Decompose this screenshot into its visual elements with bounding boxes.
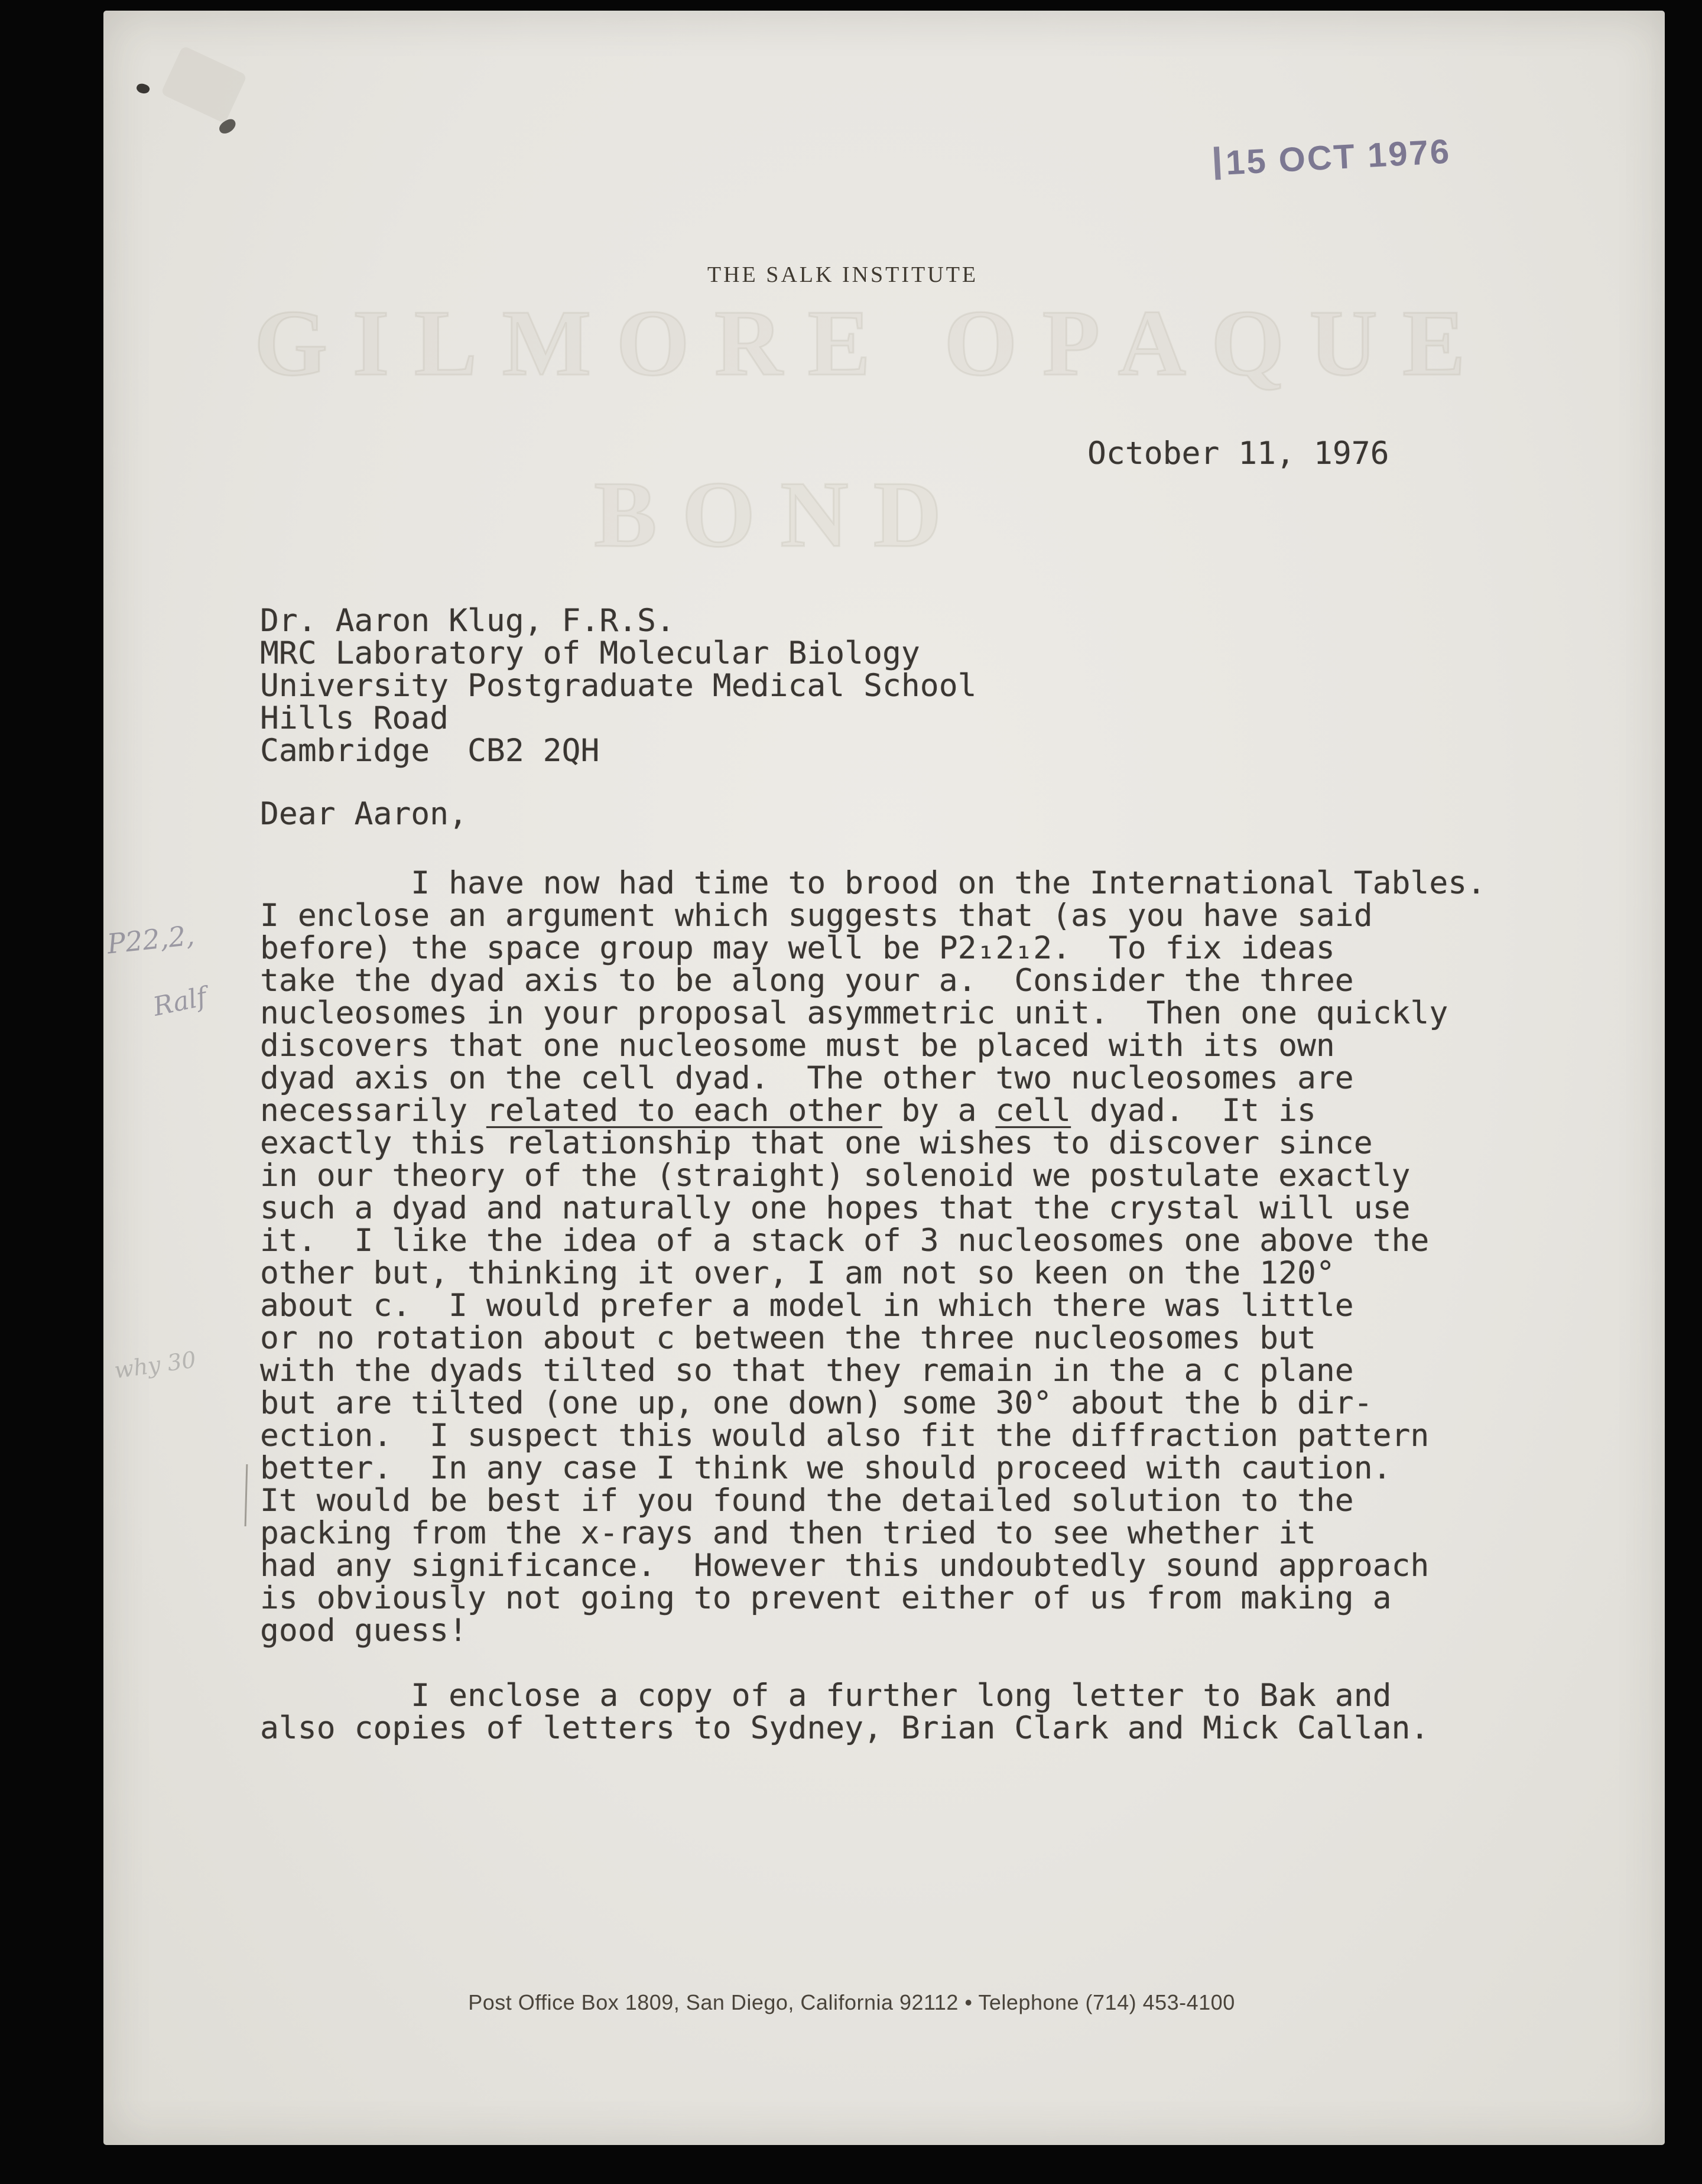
body-text-segment: dyad. It is bbox=[1071, 1093, 1316, 1129]
watermark-text-line2: BOND bbox=[594, 462, 967, 567]
tape-mark bbox=[161, 46, 248, 124]
margin-note-spacegroup: P22,2, bbox=[105, 919, 196, 960]
salutation: Dear Aaron, bbox=[260, 796, 467, 832]
date-received-stamp bbox=[1214, 132, 1452, 184]
body-line: it. I like the idea of a stack of 3 nucleosomes one above the bbox=[260, 1223, 1430, 1259]
body-line: discovers that one nucleosome must be placed with its own bbox=[260, 1028, 1335, 1064]
body-line: also copies of letters to Sydney, Brian Clark and Mick Callan. bbox=[260, 1710, 1430, 1746]
body-line: take the dyad axis to be along your a. Consider the three bbox=[260, 963, 1354, 999]
body-line: I enclose a copy of a further long letter to Bak and bbox=[260, 1678, 1392, 1714]
margin-note-word: Ralf bbox=[150, 982, 210, 1022]
address-line: University Postgraduate Medical School bbox=[260, 668, 977, 704]
letterhead-title: THE SALK INSTITUTE bbox=[707, 262, 979, 287]
margin-mark bbox=[245, 1464, 248, 1526]
address-line: Dr. Aaron Klug, F.R.S. bbox=[260, 603, 675, 639]
body-line: about c. I would prefer a model in which there was little bbox=[260, 1288, 1354, 1324]
letter-page bbox=[103, 11, 1665, 2145]
body-line: in our theory of the (straight) solenoid we postulate exactly bbox=[260, 1158, 1411, 1194]
underlined-phrase: cell bbox=[995, 1093, 1071, 1129]
underlined-phrase: related to each other bbox=[486, 1093, 882, 1129]
body-line: better. In any case I think we should proceed with caution. bbox=[260, 1450, 1392, 1486]
margin-note-pencil: why 30 bbox=[112, 1346, 198, 1384]
ink-speck bbox=[135, 82, 151, 96]
body-text-segment: necessarily bbox=[260, 1093, 486, 1129]
body-line: exactly this relationship that one wishes to discover since bbox=[260, 1125, 1373, 1161]
body-line: nucleosomes in your proposal asymmetric unit. Then one quickly bbox=[260, 995, 1448, 1031]
address-line: MRC Laboratory of Molecular Biology bbox=[260, 635, 920, 671]
body-line: is obviously not going to prevent either of us from making a bbox=[260, 1580, 1392, 1616]
watermark-text-line1: GILMORE OPAQUE bbox=[254, 290, 1490, 395]
body-line: I have now had time to brood on the International Tables. bbox=[260, 865, 1486, 901]
body-line: It would be best if you found the detailed solution to the bbox=[260, 1483, 1354, 1519]
body-paragraph-2 bbox=[260, 1679, 1429, 1744]
body-line: had any significance. However this undoubtedly sound approach bbox=[260, 1548, 1430, 1584]
body-line: other but, thinking it over, I am not so keen on the 120° bbox=[260, 1255, 1335, 1291]
body-line: I enclose an argument which suggests that (as you have said bbox=[260, 898, 1373, 934]
stamp-edge-mark bbox=[1214, 147, 1221, 180]
footer-address: Post Office Box 1809, San Diego, California 92112 • Telephone (714) 453-4100 bbox=[468, 1990, 1235, 2014]
body-line: good guess! bbox=[260, 1613, 467, 1649]
recipient-address bbox=[260, 604, 977, 767]
body-text-segment: by a bbox=[882, 1093, 996, 1129]
body-line: or no rotation about c between the three nucleosomes but bbox=[260, 1320, 1316, 1356]
stamp-text: 15 OCT 1976 bbox=[1224, 132, 1452, 183]
date-line: October 11, 1976 bbox=[1087, 436, 1389, 472]
address-line: Hills Road bbox=[260, 700, 449, 736]
body-line: ection. I suspect this would also fit the diffraction pattern bbox=[260, 1418, 1430, 1454]
body-line: such a dyad and naturally one hopes that the crystal will use bbox=[260, 1190, 1411, 1226]
address-line: Cambridge CB2 2QH bbox=[260, 733, 600, 769]
body-line: but are tilted (one up, one down) some 30° about the b dir- bbox=[260, 1385, 1373, 1421]
body-line-underlined bbox=[260, 1094, 1486, 1127]
body-line: with the dyads tilted so that they remain in the a c plane bbox=[260, 1353, 1354, 1389]
body-line: before) the space group may well be P2₁2₁2. To fix ideas bbox=[260, 930, 1335, 966]
body-paragraph-1 bbox=[260, 867, 1486, 1647]
body-line: packing from the x-rays and then tried to see whether it bbox=[260, 1515, 1316, 1551]
body-line: dyad axis on the cell dyad. The other two nucleosomes are bbox=[260, 1060, 1354, 1096]
